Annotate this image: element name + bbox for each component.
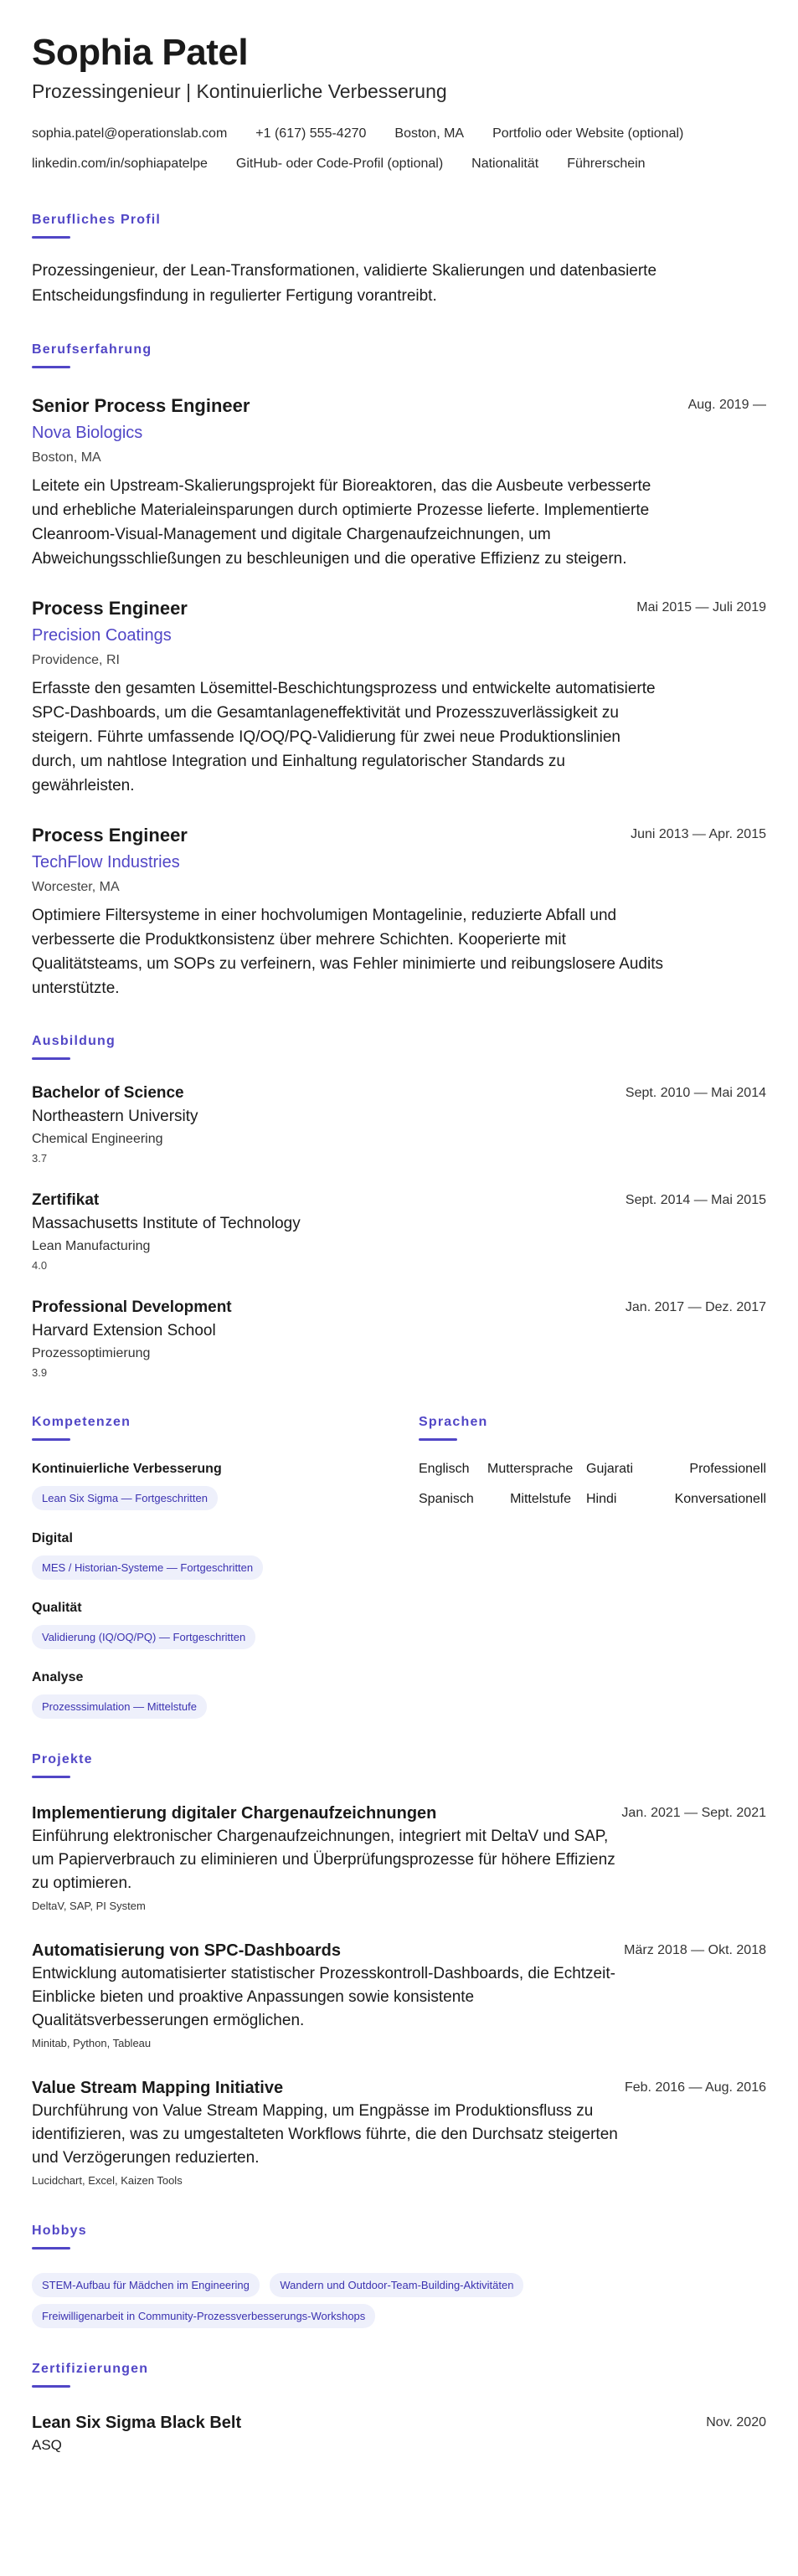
skill-category: Analyse [32,1670,84,1684]
profile-section [32,213,766,309]
skills-languages-row [32,1415,766,1719]
skill-tag: MES / Historian-Systeme — Fortgeschritten [32,1555,263,1580]
section-divider [419,1438,457,1441]
job-entry [32,596,766,798]
candidate-name: Sophia Patel [32,32,249,73]
education-date: Sept. 2010 — Mai 2014 [625,1086,766,1100]
section-title: Berufliches Profil [32,213,162,227]
candidate-headline: Prozessingenieur | Kontinuierliche Verbesserung [32,80,447,102]
language-level: Professionell [689,1462,766,1476]
job-location: Providence, RI [32,653,120,667]
job-date: Mai 2015 — Juli 2019 [636,600,766,614]
project-entry [32,1939,766,2053]
projects-section [32,1752,766,2190]
skill-category: Kontinuierliche Verbesserung [32,1462,222,1476]
certification-date: Nov. 2020 [706,2415,766,2429]
job-entry [32,393,766,571]
contact-github[interactable]: GitHub- oder Code-Profil (optional) [235,157,444,171]
education-degree: Professional Development [32,1298,232,1316]
job-title: Process Engineer [32,598,188,619]
hobby-tag: STEM-Aufbau für Mädchen im Engineering [32,2273,260,2297]
job-date: Juni 2013 — Apr. 2015 [631,827,766,841]
project-title: Implementierung digitaler Chargenaufzeichnungen [32,1804,437,1823]
project-description: Durchführung von Value Stream Mapping, um Engpässe im Produktionsfluss zu identifizieren, was zu umgestalteten Workflows führte, die den Durchsatz steigerten und Verzögerungen reduzierten. [32,2102,618,2167]
section-divider [32,1057,70,1060]
profile-summary: Prozessingenieur, der Lean-Transformationen, validierte Skalierungen und datenbasierte Entscheidungsfindung in regulierter Fertigung vorantreibt. [32,262,657,305]
education-degree: Bachelor of Science [32,1084,184,1102]
contact-license: Führerschein [567,157,646,171]
language-level: Konversationell [674,1492,766,1506]
job-title: Senior Process Engineer [32,395,250,416]
project-date: Feb. 2016 — Aug. 2016 [624,2080,766,2095]
skill-tag: Validierung (IQ/OQ/PQ) — Fortgeschritten [32,1625,255,1649]
education-entry [32,1296,766,1381]
section-divider [32,2247,70,2250]
contact-list [32,119,769,179]
section-divider [32,366,70,368]
contact-location: Boston, MA [394,126,465,141]
hobby-list [32,2266,769,2328]
hobbies-section [32,2224,766,2328]
project-tech: DeltaV, SAP, PI System [32,1900,146,1912]
section-divider [32,1776,70,1778]
hobby-tag: Wandern und Outdoor-Team-Building-Aktivitäten [270,2273,523,2297]
project-entry [32,1802,766,1915]
project-description: Einführung elektronischer Chargenaufzeichnungen, integriert mit DeltaV und SAP, um Papierverbrauch zu eliminieren und Überprüfungsprozesse für höhere Effizienz zu optimieren. [32,1828,615,1892]
job-description: Erfasste den gesamten Lösemittel-Beschichtungsprozess und entwickelte automatisierte SPC-Dashboards, um die Gesamtanlageneffektivität und Prozesszuverlässigkeit zu steigern. Führte umfassende IQ/OQ/PQ-Validierung für zwei neue Produktionslinien durch, um nahtlose Integration und Einhaltung regulatorischer Standards zu gewährleisten. [32,680,656,794]
project-entry [32,2076,766,2190]
project-date: Jan. 2021 — Sept. 2021 [621,1806,766,1820]
language-name: Gujarati [586,1462,634,1476]
job-company: TechFlow Industries [32,853,180,872]
project-description: Entwicklung automatisierter statistischer Prozesskontroll-Dashboards, die Echtzeit-Einblicke bieten und proaktive Anpassungen sowie konsistente Qualitätsverbesserungen ermöglichen. [32,1965,615,2029]
education-date: Jan. 2017 — Dez. 2017 [625,1300,766,1314]
job-date: Aug. 2019 — [687,398,766,412]
education-gpa: 3.7 [32,1152,48,1165]
project-title: Automatisierung von SPC-Dashboards [32,1941,341,1960]
section-title: Berufserfahrung [32,342,152,357]
education-date: Sept. 2014 — Mai 2015 [625,1193,766,1207]
contact-linkedin[interactable]: linkedin.com/in/sophiapatelpe [32,157,208,171]
education-school: Massachusetts Institute of Technology [32,1215,301,1232]
job-location: Boston, MA [32,450,101,465]
section-title: Projekte [32,1752,93,1766]
contact-phone[interactable]: +1 (617) 555-4270 [255,126,367,141]
job-company: Nova Biologics [32,424,143,442]
certification-name: Lean Six Sigma Black Belt [32,2414,242,2432]
section-divider [32,2385,70,2388]
job-title: Process Engineer [32,825,188,846]
skills-section [32,1415,419,1719]
language-name: Englisch [419,1462,470,1476]
hobby-tag: Freiwilligenarbeit in Community-Prozessverbesserungs-Workshops [32,2304,375,2328]
job-description: Leitete ein Upstream-Skalierungsprojekt für Bioreaktoren, das die Ausbeute verbesserte und erhebliche Materialeinsparungen durch optimierte Prozesse lieferte. Implementierte Cleanroom-Visual-Management und digitale Chargenaufzeichnungen, um Abweichungsschließungen zu beschleunigen und die operative Effizienz zu steigern. [32,477,651,568]
skill-tag: Prozesssimulation — Mittelstufe [32,1694,207,1719]
education-field: Prozessoptimierung [32,1346,151,1360]
language-name: Spanisch [419,1492,474,1506]
section-divider [32,1438,70,1441]
language-level: Mittelstufe [510,1492,571,1506]
certifications-section [32,2362,766,2456]
language-name: Hindi [586,1492,617,1506]
resume-header [32,30,766,179]
section-title: Ausbildung [32,1034,116,1048]
education-field: Lean Manufacturing [32,1239,151,1253]
language-level: Muttersprache [487,1462,574,1476]
certification-issuer: ASQ [32,2437,62,2453]
education-entry [32,1189,766,1274]
section-title: Zertifizierungen [32,2362,149,2376]
education-gpa: 4.0 [32,1259,48,1272]
education-school: Northeastern University [32,1108,198,1125]
language-list [419,1459,766,1509]
job-company: Precision Coatings [32,626,172,645]
job-description: Optimiere Filtersysteme in einer hochvolumigen Montagelinie, reduzierte Abfall und verbesserte die Produktkonsistenz über mehrere Schichten. Kooperierte mit Qualitätsteams, um SOPs zu verfeinern, was Fehler minimierte und reibungslosere Audits unterstützte. [32,907,663,997]
project-date: März 2018 — Okt. 2018 [624,1943,766,1957]
education-school: Harvard Extension School [32,1322,216,1339]
certification-entry [32,2411,766,2456]
job-entry [32,823,766,1000]
contact-email[interactable]: sophia.patel@operationslab.com [32,126,228,141]
experience-section [32,342,766,1000]
education-gpa: 3.9 [32,1366,48,1379]
contact-portfolio[interactable]: Portfolio oder Website (optional) [492,126,684,141]
project-tech: Minitab, Python, Tableau [32,2037,152,2049]
skill-category: Digital [32,1531,73,1545]
section-title: Hobbys [32,2224,87,2238]
job-location: Worcester, MA [32,880,120,894]
section-divider [32,236,70,239]
education-field: Chemical Engineering [32,1132,163,1146]
contact-nationality: Nationalität [471,157,539,171]
project-title: Value Stream Mapping Initiative [32,2079,284,2097]
project-tech: Lucidchart, Excel, Kaizen Tools [32,2174,183,2187]
section-title: Sprachen [419,1415,488,1429]
education-degree: Zertifikat [32,1191,100,1209]
skill-tag: Lean Six Sigma — Fortgeschritten [32,1486,218,1510]
education-section [32,1034,766,1381]
section-title: Kompetenzen [32,1415,131,1429]
skill-category: Qualität [32,1601,82,1615]
languages-section [419,1415,766,1719]
education-entry [32,1082,766,1167]
